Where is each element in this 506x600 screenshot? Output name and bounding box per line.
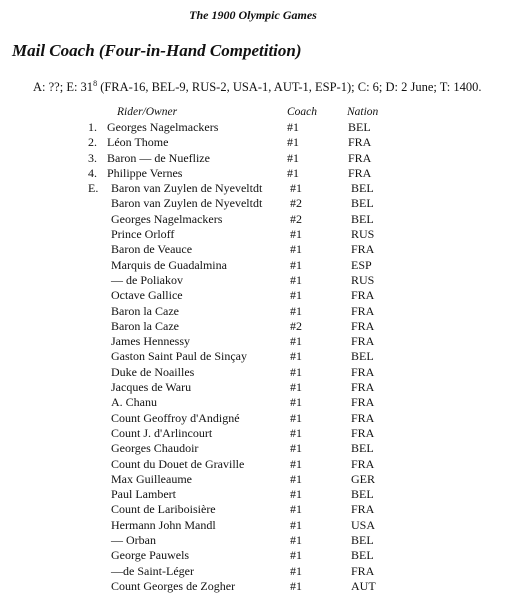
- table-row: [0, 288, 506, 303]
- table-row: [0, 472, 506, 487]
- coach-cell: #1: [290, 548, 302, 563]
- table-row: [0, 273, 506, 288]
- coach-cell: #1: [290, 533, 302, 548]
- table-row: [0, 457, 506, 472]
- nation-cell: BEL: [351, 181, 374, 196]
- nation-cell: BEL: [351, 533, 374, 548]
- table-row: [0, 533, 506, 548]
- coach-cell: #1: [290, 578, 302, 593]
- rider-name-cell: –– Orban: [111, 533, 156, 548]
- coach-cell: #1: [290, 471, 302, 486]
- rider-name-cell: Georges Nagelmackers: [111, 211, 223, 226]
- coach-cell: #2: [290, 211, 302, 226]
- table-row: [0, 304, 506, 319]
- table-row: [0, 166, 506, 181]
- rider-name-cell: Philippe Vernes: [107, 165, 183, 180]
- rider-name-cell: Max Guilleaume: [111, 471, 192, 486]
- place-cell: 4.: [88, 165, 97, 180]
- nation-cell: BEL: [351, 487, 374, 502]
- rider-name-cell: Octave Gallice: [111, 288, 183, 303]
- nation-cell: FRA: [351, 318, 375, 333]
- place-cell: 2.: [88, 135, 97, 150]
- coach-cell: #1: [290, 303, 302, 318]
- nation-cell: BEL: [351, 548, 374, 563]
- event-title: Mail Coach (Four-in-Hand Competition): [12, 41, 302, 60]
- place-cell: E.: [88, 181, 99, 196]
- coach-cell: #2: [290, 196, 302, 211]
- nation-cell: FRA: [351, 410, 375, 425]
- coach-cell: #1: [287, 165, 299, 180]
- nation-cell: BEL: [351, 349, 374, 364]
- coach-cell: #1: [290, 425, 302, 440]
- nation-cell: RUS: [351, 227, 375, 242]
- table-row: [0, 181, 506, 196]
- rider-name-cell: –– de Poliakov: [111, 272, 183, 287]
- nation-cell: FRA: [351, 288, 375, 303]
- nation-cell: AUT: [351, 578, 376, 593]
- table-row: [0, 120, 506, 135]
- place-cell: 1.: [88, 120, 97, 134]
- column-header-nation: Nation: [347, 106, 379, 118]
- table-row: [0, 151, 506, 166]
- table-row: [0, 349, 506, 364]
- coach-cell: #1: [287, 120, 299, 134]
- rider-name-cell: Count J. d'Arlincourt: [111, 425, 213, 440]
- column-header-coach: Coach: [287, 106, 318, 118]
- rider-name-cell: Count du Douet de Graville: [111, 456, 245, 471]
- rider-name-cell: Count Geoffroy d'Andigné: [111, 410, 240, 425]
- table-row: [0, 426, 506, 441]
- coach-cell: #1: [290, 227, 302, 242]
- nation-cell: FRA: [351, 334, 375, 349]
- table-row: [0, 196, 506, 211]
- table-row: [0, 212, 506, 227]
- coach-cell: #2: [290, 318, 302, 333]
- coach-cell: #1: [290, 395, 302, 410]
- nation-cell: FRA: [351, 303, 375, 318]
- place-cell: 3.: [88, 150, 97, 165]
- coach-cell: #1: [287, 150, 299, 165]
- rider-name-cell: Baron van Zuylen de Nyeveltdt: [111, 196, 263, 211]
- footnote-marker: 8: [93, 79, 98, 88]
- nation-cell: FRA: [351, 502, 375, 517]
- column-header-rider: Rider/Owner: [117, 106, 178, 118]
- rider-name-cell: Léon Thome: [107, 135, 169, 150]
- coach-cell: #1: [290, 517, 302, 532]
- coach-cell: #1: [290, 257, 302, 272]
- table-row: [0, 548, 506, 563]
- table-row: [0, 487, 506, 502]
- rider-name-cell: James Hennessy: [111, 334, 190, 349]
- coach-cell: #1: [290, 380, 302, 395]
- table-row: [0, 380, 506, 395]
- coach-cell: #1: [290, 502, 302, 517]
- rider-name-cell: Count de Lariboisière: [111, 502, 216, 517]
- coach-cell: #1: [290, 272, 302, 287]
- rider-name-cell: Duke de Noailles: [111, 364, 195, 379]
- rider-name-cell: Count Georges de Zogher: [111, 578, 236, 593]
- nation-cell: BEL: [351, 211, 374, 226]
- rider-name-cell: Georges Chaudoir: [111, 441, 199, 456]
- table-row: [0, 579, 506, 594]
- rider-name-cell: Jacques de Waru: [111, 380, 192, 395]
- nation-cell: BEL: [351, 441, 374, 456]
- coach-cell: #1: [290, 487, 302, 502]
- rider-name-cell: Prince Orloff: [111, 227, 175, 242]
- rider-name-cell: Baron van Zuylen de Nyeveltdt: [111, 181, 263, 196]
- rider-name-cell: Baron de Veauce: [111, 242, 193, 257]
- results-table: [0, 120, 506, 594]
- coach-cell: #1: [287, 135, 299, 150]
- coach-cell: #1: [290, 349, 302, 364]
- coach-cell: #1: [290, 441, 302, 456]
- coach-cell: #1: [290, 288, 302, 303]
- rider-name-cell: A. Chanu: [111, 395, 157, 410]
- nation-cell: FRA: [348, 135, 372, 150]
- rider-name-cell: Paul Lambert: [111, 487, 176, 502]
- rider-name-cell: Baron la Caze: [111, 318, 179, 333]
- coach-cell: #1: [290, 242, 302, 257]
- coach-cell: #1: [290, 364, 302, 379]
- nation-cell: USA: [351, 517, 376, 532]
- rider-name-cell: George Pauwels: [111, 548, 190, 563]
- table-row: [0, 334, 506, 349]
- nation-cell: RUS: [351, 272, 375, 287]
- running-head: The 1900 Olympic Games: [189, 8, 317, 22]
- rider-name-cell: Georges Nagelmackers: [107, 120, 219, 134]
- rider-name-cell: ––de Saint-Léger: [111, 563, 194, 578]
- nation-cell: FRA: [351, 364, 375, 379]
- nation-cell: FRA: [348, 150, 372, 165]
- rider-name-cell: Marquis de Guadalmina: [111, 257, 227, 272]
- coach-cell: #1: [290, 563, 302, 578]
- coach-cell: #1: [290, 456, 302, 471]
- table-row: [0, 518, 506, 533]
- table-row: [0, 135, 506, 150]
- table-row: [0, 564, 506, 579]
- nation-cell: FRA: [351, 395, 375, 410]
- rider-name-cell: Hermann John Mandl: [111, 517, 216, 532]
- table-row: [0, 258, 506, 273]
- table-row: [0, 242, 506, 257]
- rider-name-cell: Baron –– de Nueflize: [107, 150, 210, 165]
- table-row: [0, 441, 506, 456]
- table-row: [0, 365, 506, 380]
- nation-cell: FRA: [351, 380, 375, 395]
- nation-cell: BEL: [348, 120, 371, 134]
- nation-cell: BEL: [351, 196, 374, 211]
- coach-cell: #1: [290, 181, 302, 196]
- table-row: [0, 227, 506, 242]
- table-row: [0, 319, 506, 334]
- coach-cell: #1: [290, 410, 302, 425]
- nation-cell: FRA: [351, 425, 375, 440]
- nation-cell: FRA: [348, 165, 372, 180]
- table-row: [0, 395, 506, 410]
- nation-cell: FRA: [351, 242, 375, 257]
- table-row: [0, 502, 506, 517]
- nation-cell: GER: [351, 471, 375, 486]
- event-summary: [33, 79, 482, 95]
- nation-cell: ESP: [351, 257, 372, 272]
- coach-cell: #1: [290, 334, 302, 349]
- summary-text-end: (FRA-16, BEL-9, RUS-2, USA-1, AUT-1, ESP-1); C: 6; D: 2 June; T: 1400.: [97, 80, 482, 95]
- summary-text-start: A: ??; E: 31: [33, 80, 94, 95]
- nation-cell: FRA: [351, 456, 375, 471]
- table-row: [0, 411, 506, 426]
- nation-cell: FRA: [351, 563, 375, 578]
- rider-name-cell: Baron la Caze: [111, 303, 179, 318]
- rider-name-cell: Gaston Saint Paul de Sinçay: [111, 349, 247, 364]
